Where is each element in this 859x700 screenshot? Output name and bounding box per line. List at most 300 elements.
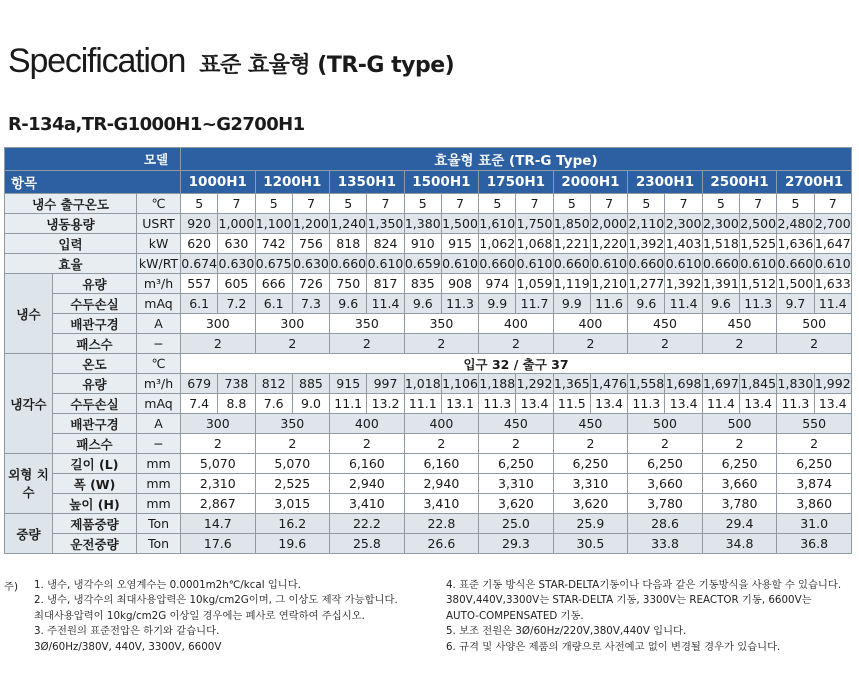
table-row xyxy=(5,214,852,234)
value-cell: 500 xyxy=(628,414,703,434)
value-cell: 11.4 xyxy=(665,294,702,314)
value-cell: 11.4 xyxy=(814,294,851,314)
value-cell: 0.610 xyxy=(814,254,851,274)
value-cell: 26.6 xyxy=(404,534,479,554)
row-label: 배관구경 xyxy=(53,314,137,334)
value-cell: 2 xyxy=(181,434,256,454)
value-cell: 0.630 xyxy=(292,254,329,274)
row-group: 중량 xyxy=(5,514,53,554)
table-row xyxy=(5,254,852,274)
value-cell: 9.6 xyxy=(702,294,739,314)
value-cell: 1,392 xyxy=(665,274,702,294)
value-cell: 885 xyxy=(292,374,329,394)
value-cell: 2 xyxy=(255,434,330,454)
model-header: 1200H1 xyxy=(255,171,330,194)
value-cell: 7 xyxy=(516,194,553,214)
value-cell: 2,940 xyxy=(330,474,405,494)
value-cell: 13.4 xyxy=(665,394,702,414)
value-cell: 300 xyxy=(181,314,256,334)
value-cell: 11.1 xyxy=(330,394,367,414)
row-label: 온도 xyxy=(53,354,137,374)
value-cell: 1,392 xyxy=(628,234,665,254)
value-cell: 2 xyxy=(553,434,628,454)
value-cell: 1,292 xyxy=(516,374,553,394)
value-cell: 0.610 xyxy=(516,254,553,274)
value-cell: 7 xyxy=(740,194,777,214)
model-header: 2500H1 xyxy=(702,171,777,194)
value-cell: 3,620 xyxy=(479,494,554,514)
table-row xyxy=(5,374,852,394)
value-cell: 34.8 xyxy=(702,534,777,554)
value-cell: 11.1 xyxy=(404,394,441,414)
value-cell: 0.660 xyxy=(628,254,665,274)
value-cell: 350 xyxy=(330,314,405,334)
value-cell: 14.7 xyxy=(181,514,256,534)
value-cell: 2,480 xyxy=(777,214,814,234)
item-label: 항목 xyxy=(5,171,181,194)
note-line: 3. 주전원의 표준전압은 하기와 같습니다. xyxy=(34,625,220,638)
value-cell: 2 xyxy=(181,334,256,354)
value-cell: 1,100 xyxy=(255,214,292,234)
value-cell: 9.9 xyxy=(479,294,516,314)
value-cell: 6,250 xyxy=(702,454,777,474)
value-cell: 2 xyxy=(628,434,703,454)
value-cell: 1,647 xyxy=(814,234,851,254)
row-label: 입력 xyxy=(5,234,137,254)
value-cell: 1,476 xyxy=(590,374,627,394)
value-cell: 7 xyxy=(292,194,329,214)
row-label: 패스수 xyxy=(53,334,137,354)
value-cell: 3,410 xyxy=(330,494,405,514)
value-cell: 3,874 xyxy=(777,474,852,494)
value-cell: 0.659 xyxy=(404,254,441,274)
table-row xyxy=(5,514,852,534)
value-cell: 2,940 xyxy=(404,474,479,494)
value-cell: 5 xyxy=(255,194,292,214)
value-cell: 8.8 xyxy=(218,394,255,414)
value-cell: 7.6 xyxy=(255,394,292,414)
value-cell: 2 xyxy=(330,334,405,354)
value-cell: 920 xyxy=(181,214,218,234)
row-label: 수두손실 xyxy=(53,394,137,414)
value-cell: 2 xyxy=(628,334,703,354)
model-header: 1750H1 xyxy=(479,171,554,194)
value-cell: 1,518 xyxy=(702,234,739,254)
value-cell: 1,200 xyxy=(292,214,329,234)
value-cell: 1,221 xyxy=(553,234,590,254)
value-cell: 0.660 xyxy=(330,254,367,274)
value-cell: 2,700 xyxy=(814,214,851,234)
value-cell: 0.660 xyxy=(702,254,739,274)
value-cell: 6.1 xyxy=(255,294,292,314)
value-cell: 400 xyxy=(404,414,479,434)
note-line: 380V,440V,3300V는 STAR-DELTA 기동, 3300V는 REACTOR 기동, 6600V는 xyxy=(446,594,812,607)
value-cell: 738 xyxy=(218,374,255,394)
value-cell: 824 xyxy=(367,234,404,254)
value-cell: 3,780 xyxy=(628,494,703,514)
value-cell: 1,698 xyxy=(665,374,702,394)
row-unit: − xyxy=(137,334,181,354)
value-cell: 6,250 xyxy=(777,454,852,474)
title-sub: 표준 효율형 (TR-G type) xyxy=(199,53,455,78)
value-cell: 756 xyxy=(292,234,329,254)
value-cell: 550 xyxy=(777,414,852,434)
row-unit: mm xyxy=(137,494,181,514)
value-cell: 3,310 xyxy=(553,474,628,494)
value-cell: 1,500 xyxy=(777,274,814,294)
value-cell: 1,220 xyxy=(590,234,627,254)
row-unit: m³/h xyxy=(137,374,181,394)
value-cell: 11.7 xyxy=(516,294,553,314)
value-cell: 3,860 xyxy=(777,494,852,514)
value-cell: 557 xyxy=(181,274,218,294)
value-cell: 812 xyxy=(255,374,292,394)
value-cell: 7 xyxy=(441,194,478,214)
value-cell: 6,250 xyxy=(479,454,554,474)
value-cell: 0.660 xyxy=(777,254,814,274)
value-cell: 1,512 xyxy=(740,274,777,294)
value-cell: 5 xyxy=(181,194,218,214)
note-line: 3Ø/60Hz/380V, 440V, 3300V, 6600V xyxy=(34,640,222,653)
row-unit: Ton xyxy=(137,514,181,534)
row-unit: A xyxy=(137,314,181,334)
value-cell: 1,500 xyxy=(441,214,478,234)
value-cell: 915 xyxy=(441,234,478,254)
value-cell: 1,850 xyxy=(553,214,590,234)
value-cell: 7 xyxy=(814,194,851,214)
row-label: 높이 (H) xyxy=(53,494,137,514)
value-cell: 1,068 xyxy=(516,234,553,254)
value-cell: 3,410 xyxy=(404,494,479,514)
row-unit: mm xyxy=(137,454,181,474)
value-cell: 2,500 xyxy=(740,214,777,234)
value-cell: 2,867 xyxy=(181,494,256,514)
model-range-subtitle: R-134a,TR-G1000H1~G2700H1 xyxy=(8,114,305,135)
value-cell: 2,300 xyxy=(665,214,702,234)
note-line: 6. 규격 및 사양은 제품의 개량으로 사전예고 없이 변경될 경우가 있습니다. xyxy=(446,640,781,653)
value-cell: 1,610 xyxy=(479,214,516,234)
value-cell: 5,070 xyxy=(181,454,256,474)
value-cell: 666 xyxy=(255,274,292,294)
value-cell: 400 xyxy=(330,414,405,434)
value-cell: 36.8 xyxy=(777,534,852,554)
header-row xyxy=(5,148,852,171)
value-cell: 9.6 xyxy=(404,294,441,314)
table-row xyxy=(5,394,852,414)
value-cell: 726 xyxy=(292,274,329,294)
value-cell: 1,210 xyxy=(590,274,627,294)
value-cell: 29.3 xyxy=(479,534,554,554)
table-row xyxy=(5,334,852,354)
value-cell: 7 xyxy=(367,194,404,214)
value-cell: 1,830 xyxy=(777,374,814,394)
table-row xyxy=(5,534,852,554)
model-label: 모델 xyxy=(5,148,181,171)
value-cell: 17.6 xyxy=(181,534,256,554)
value-cell: 450 xyxy=(479,414,554,434)
value-cell: 11.4 xyxy=(702,394,739,414)
row-group: 냉각수 xyxy=(5,354,53,454)
value-cell: 300 xyxy=(255,314,330,334)
value-cell: 28.6 xyxy=(628,514,703,534)
value-cell: 2 xyxy=(479,334,554,354)
value-cell: 750 xyxy=(330,274,367,294)
value-cell: 350 xyxy=(255,414,330,434)
value-cell: 2 xyxy=(404,434,479,454)
notes-mark: 주) xyxy=(4,581,18,593)
value-cell: 679 xyxy=(181,374,218,394)
value-cell: 13.4 xyxy=(740,394,777,414)
table-row xyxy=(5,234,852,254)
value-cell: 7 xyxy=(665,194,702,214)
value-cell: 1,062 xyxy=(479,234,516,254)
value-cell: 0.610 xyxy=(740,254,777,274)
note-line: AUTO-COMPENSATED 기동. xyxy=(446,609,584,622)
value-cell: 1,992 xyxy=(814,374,851,394)
note-line: 최대사용압력이 10kg/cm2G 이상일 경우에는 폐사로 연락하여 주십시오. xyxy=(34,609,365,622)
row-label: 냉동용량 xyxy=(5,214,137,234)
value-cell: 29.4 xyxy=(702,514,777,534)
value-cell: 2 xyxy=(702,434,777,454)
row-label: 냉수 출구온도 xyxy=(5,194,137,214)
value-cell: 818 xyxy=(330,234,367,254)
value-cell: 2,300 xyxy=(702,214,739,234)
note-line: 5. 보조 전원은 3Ø/60Hz/220V,380V,440V 입니다. xyxy=(446,625,687,638)
row-label: 유량 xyxy=(53,374,137,394)
table-row xyxy=(5,354,852,374)
value-cell: 3,660 xyxy=(702,474,777,494)
value-cell: 1,018 xyxy=(404,374,441,394)
table-row xyxy=(5,454,852,474)
value-cell: 500 xyxy=(702,414,777,434)
row-label: 수두손실 xyxy=(53,294,137,314)
row-unit: m³/h xyxy=(137,274,181,294)
row-unit: mAq xyxy=(137,394,181,414)
value-cell: 25.0 xyxy=(479,514,554,534)
row-unit: mm xyxy=(137,474,181,494)
value-cell: 2,525 xyxy=(255,474,330,494)
value-cell: 9.6 xyxy=(628,294,665,314)
value-cell: 915 xyxy=(330,374,367,394)
value-cell: 입구 32 / 출구 37 xyxy=(181,354,852,374)
value-cell: 620 xyxy=(181,234,218,254)
value-cell: 908 xyxy=(441,274,478,294)
value-cell: 9.0 xyxy=(292,394,329,414)
value-cell: 997 xyxy=(367,374,404,394)
value-cell: 33.8 xyxy=(628,534,703,554)
row-unit: A xyxy=(137,414,181,434)
value-cell: 11.5 xyxy=(553,394,590,414)
value-cell: 0.610 xyxy=(590,254,627,274)
value-cell: 5 xyxy=(553,194,590,214)
value-cell: 6.1 xyxy=(181,294,218,314)
model-header: 1350H1 xyxy=(330,171,405,194)
value-cell: 2,310 xyxy=(181,474,256,494)
value-cell: 2 xyxy=(255,334,330,354)
title-main: Specification xyxy=(8,42,186,80)
value-cell: 2 xyxy=(404,334,479,354)
value-cell: 11.3 xyxy=(740,294,777,314)
value-cell: 1,525 xyxy=(740,234,777,254)
value-cell: 1,350 xyxy=(367,214,404,234)
table-row xyxy=(5,194,852,214)
value-cell: 13.4 xyxy=(590,394,627,414)
value-cell: 11.3 xyxy=(479,394,516,414)
value-cell: 2 xyxy=(777,434,852,454)
value-cell: 400 xyxy=(479,314,554,334)
value-cell: 5 xyxy=(479,194,516,214)
value-cell: 0.610 xyxy=(665,254,702,274)
page-title xyxy=(8,42,454,81)
value-cell: 1,119 xyxy=(553,274,590,294)
value-cell: 11.3 xyxy=(777,394,814,414)
value-cell: 605 xyxy=(218,274,255,294)
value-cell: 0.630 xyxy=(218,254,255,274)
value-cell: 25.8 xyxy=(330,534,405,554)
row-label: 배관구경 xyxy=(53,414,137,434)
value-cell: 6,160 xyxy=(404,454,479,474)
value-cell: 11.6 xyxy=(590,294,627,314)
row-unit: USRT xyxy=(137,214,181,234)
value-cell: 13.2 xyxy=(367,394,404,414)
value-cell: 11.3 xyxy=(628,394,665,414)
value-cell: 2 xyxy=(702,334,777,354)
table-row xyxy=(5,294,852,314)
note-line: 4. 표준 기동 방식은 STAR-DELTA기동이나 다음과 같은 기동방식을 사용할 수 있습니다. xyxy=(446,579,842,591)
model-header: 1000H1 xyxy=(181,171,256,194)
value-cell: 6,160 xyxy=(330,454,405,474)
row-unit: Ton xyxy=(137,534,181,554)
row-unit: kW/RT xyxy=(137,254,181,274)
value-cell: 9.6 xyxy=(330,294,367,314)
model-header: 2700H1 xyxy=(777,171,852,194)
value-cell: 3,780 xyxy=(702,494,777,514)
row-label: 운전중량 xyxy=(53,534,137,554)
value-cell: 1,188 xyxy=(479,374,516,394)
value-cell: 30.5 xyxy=(553,534,628,554)
value-cell: 9.9 xyxy=(553,294,590,314)
value-cell: 9.7 xyxy=(777,294,814,314)
value-cell: 630 xyxy=(218,234,255,254)
table-row xyxy=(5,434,852,454)
model-header: 2000H1 xyxy=(553,171,628,194)
value-cell: 1,633 xyxy=(814,274,851,294)
value-cell: 19.6 xyxy=(255,534,330,554)
value-cell: 2,110 xyxy=(628,214,665,234)
value-cell: 1,059 xyxy=(516,274,553,294)
value-cell: 974 xyxy=(479,274,516,294)
notes-right xyxy=(446,578,841,655)
value-cell: 0.660 xyxy=(479,254,516,274)
value-cell: 1,697 xyxy=(702,374,739,394)
value-cell: 1,277 xyxy=(628,274,665,294)
row-label: 폭 (W) xyxy=(53,474,137,494)
value-cell: 5 xyxy=(628,194,665,214)
value-cell: 500 xyxy=(777,314,852,334)
value-cell: 2 xyxy=(553,334,628,354)
table-row xyxy=(5,494,852,514)
value-cell: 1,000 xyxy=(218,214,255,234)
value-cell: 7 xyxy=(590,194,627,214)
value-cell: 13.1 xyxy=(441,394,478,414)
spec-table xyxy=(4,147,852,554)
value-cell: 0.660 xyxy=(553,254,590,274)
value-cell: 5 xyxy=(404,194,441,214)
value-cell: 3,660 xyxy=(628,474,703,494)
value-cell: 450 xyxy=(553,414,628,434)
value-cell: 910 xyxy=(404,234,441,254)
model-header: 2300H1 xyxy=(628,171,703,194)
value-cell: 22.2 xyxy=(330,514,405,534)
value-cell: 350 xyxy=(404,314,479,334)
value-cell: 1,558 xyxy=(628,374,665,394)
value-cell: 16.2 xyxy=(255,514,330,534)
value-cell: 835 xyxy=(404,274,441,294)
value-cell: 1,240 xyxy=(330,214,367,234)
value-cell: 3,015 xyxy=(255,494,330,514)
value-cell: 742 xyxy=(255,234,292,254)
table-row xyxy=(5,414,852,434)
value-cell: 25.9 xyxy=(553,514,628,534)
value-cell: 6,250 xyxy=(628,454,703,474)
value-cell: 817 xyxy=(367,274,404,294)
value-cell: 3,310 xyxy=(479,474,554,494)
value-cell: 31.0 xyxy=(777,514,852,534)
value-cell: 1,845 xyxy=(740,374,777,394)
row-unit: ℃ xyxy=(137,354,181,374)
value-cell: 0.675 xyxy=(255,254,292,274)
row-unit: kW xyxy=(137,234,181,254)
value-cell: 3,620 xyxy=(553,494,628,514)
note-line: 2. 냉수, 냉각수의 최대사용압력은 10kg/cm2G이며, 그 이상도 제작 가능합니다. xyxy=(34,594,398,607)
row-unit: − xyxy=(137,434,181,454)
value-cell: 1,403 xyxy=(665,234,702,254)
value-cell: 13.4 xyxy=(814,394,851,414)
value-cell: 1,380 xyxy=(404,214,441,234)
value-cell: 13.4 xyxy=(516,394,553,414)
value-cell: 22.8 xyxy=(404,514,479,534)
value-cell: 2 xyxy=(330,434,405,454)
value-cell: 6,250 xyxy=(553,454,628,474)
header-models-row xyxy=(5,171,852,194)
row-group: 냉수 xyxy=(5,274,53,354)
value-cell: 7 xyxy=(218,194,255,214)
row-label: 유량 xyxy=(53,274,137,294)
row-label: 길이 (L) xyxy=(53,454,137,474)
value-cell: 0.610 xyxy=(367,254,404,274)
value-cell: 5,070 xyxy=(255,454,330,474)
value-cell: 400 xyxy=(553,314,628,334)
value-cell: 5 xyxy=(777,194,814,214)
row-unit: ℃ xyxy=(137,194,181,214)
value-cell: 7.3 xyxy=(292,294,329,314)
row-label: 패스수 xyxy=(53,434,137,454)
value-cell: 300 xyxy=(181,414,256,434)
table-row xyxy=(5,474,852,494)
model-header: 1500H1 xyxy=(404,171,479,194)
value-cell: 5 xyxy=(330,194,367,214)
value-cell: 450 xyxy=(702,314,777,334)
row-label: 제품중량 xyxy=(53,514,137,534)
value-cell: 2 xyxy=(777,334,852,354)
value-cell: 0.674 xyxy=(181,254,218,274)
value-cell: 11.3 xyxy=(441,294,478,314)
value-cell: 1,750 xyxy=(516,214,553,234)
value-cell: 2 xyxy=(479,434,554,454)
value-cell: 11.4 xyxy=(367,294,404,314)
row-group: 외형 치수 xyxy=(5,454,53,514)
value-cell: 7.4 xyxy=(181,394,218,414)
